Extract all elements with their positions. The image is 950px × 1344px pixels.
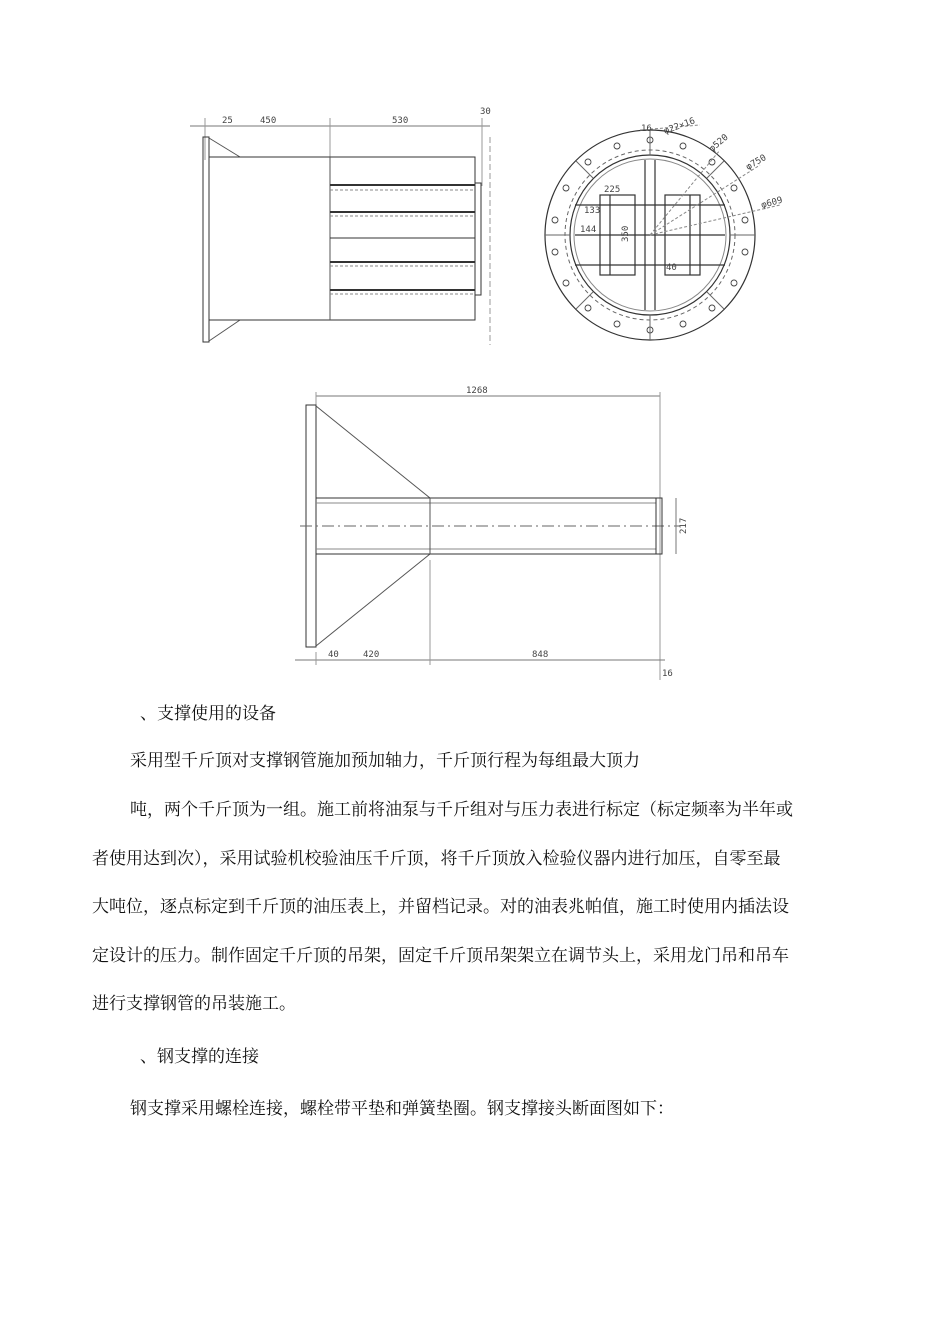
dim-label: 30 xyxy=(480,107,491,117)
dim-label: φ750 xyxy=(744,153,769,173)
dim-label: 25 xyxy=(222,116,233,126)
dim-label: 217 xyxy=(679,517,689,534)
dim-label: 530 xyxy=(392,116,409,126)
dim-label: 40 xyxy=(666,263,677,273)
paragraph-line: 者使用达到次），采用试验机校验油压千斤顶，将千斤顶放入检验仪器内进行加压，自零至最 xyxy=(92,849,781,869)
paragraph-line: 进行支撑钢管的吊装施工。 xyxy=(92,994,296,1014)
dim-label: 40 xyxy=(328,650,339,660)
dim-label: 225 xyxy=(604,185,621,195)
dim-label: 1268 xyxy=(466,386,488,396)
paragraph-line: 吨，两个千斤顶为一组。施工前将油泵与千斤组对与压力表进行标定（标定频率为半年或 xyxy=(130,800,793,820)
dim-label: 16 xyxy=(662,669,673,679)
dim-label: φ520 xyxy=(707,132,731,155)
section-heading: 、支撑使用的设备 xyxy=(140,704,276,724)
dim-label: 848 xyxy=(532,650,549,660)
dim-label: φ609 xyxy=(760,195,784,211)
dim-label: 420 xyxy=(363,650,380,660)
dim-label: 144 xyxy=(580,225,597,235)
side-view-bottom xyxy=(295,392,680,680)
dim-label: 350 xyxy=(621,225,631,242)
paragraph-line: 定设计的压力。制作固定千斤顶的吊架，固定千斤顶吊架架立在调节头上，采用龙门吊和吊车 xyxy=(92,946,789,966)
dim-label: 133 xyxy=(584,206,601,216)
paragraph-line: 大吨位，逐点标定到千斤顶的油压表上，并留档记录。对的油表兆帕值，施工时使用内插法设 xyxy=(92,897,789,917)
section-heading: 、钢支撑的连接 xyxy=(140,1047,259,1067)
dim-label: 16 xyxy=(641,124,652,134)
side-view-top xyxy=(190,118,490,345)
dim-label: 450 xyxy=(260,116,277,126)
paragraph-line: 钢支撑采用螺栓连接，螺栓带平垫和弹簧垫圈。钢支撑接头断面图如下： xyxy=(130,1099,674,1119)
paragraph-line: 采用型千斤顶对支撑钢管施加预加轴力，千斤顶行程为每组最大顶力 xyxy=(130,751,640,771)
dim-label: φ22×16 xyxy=(662,116,697,137)
